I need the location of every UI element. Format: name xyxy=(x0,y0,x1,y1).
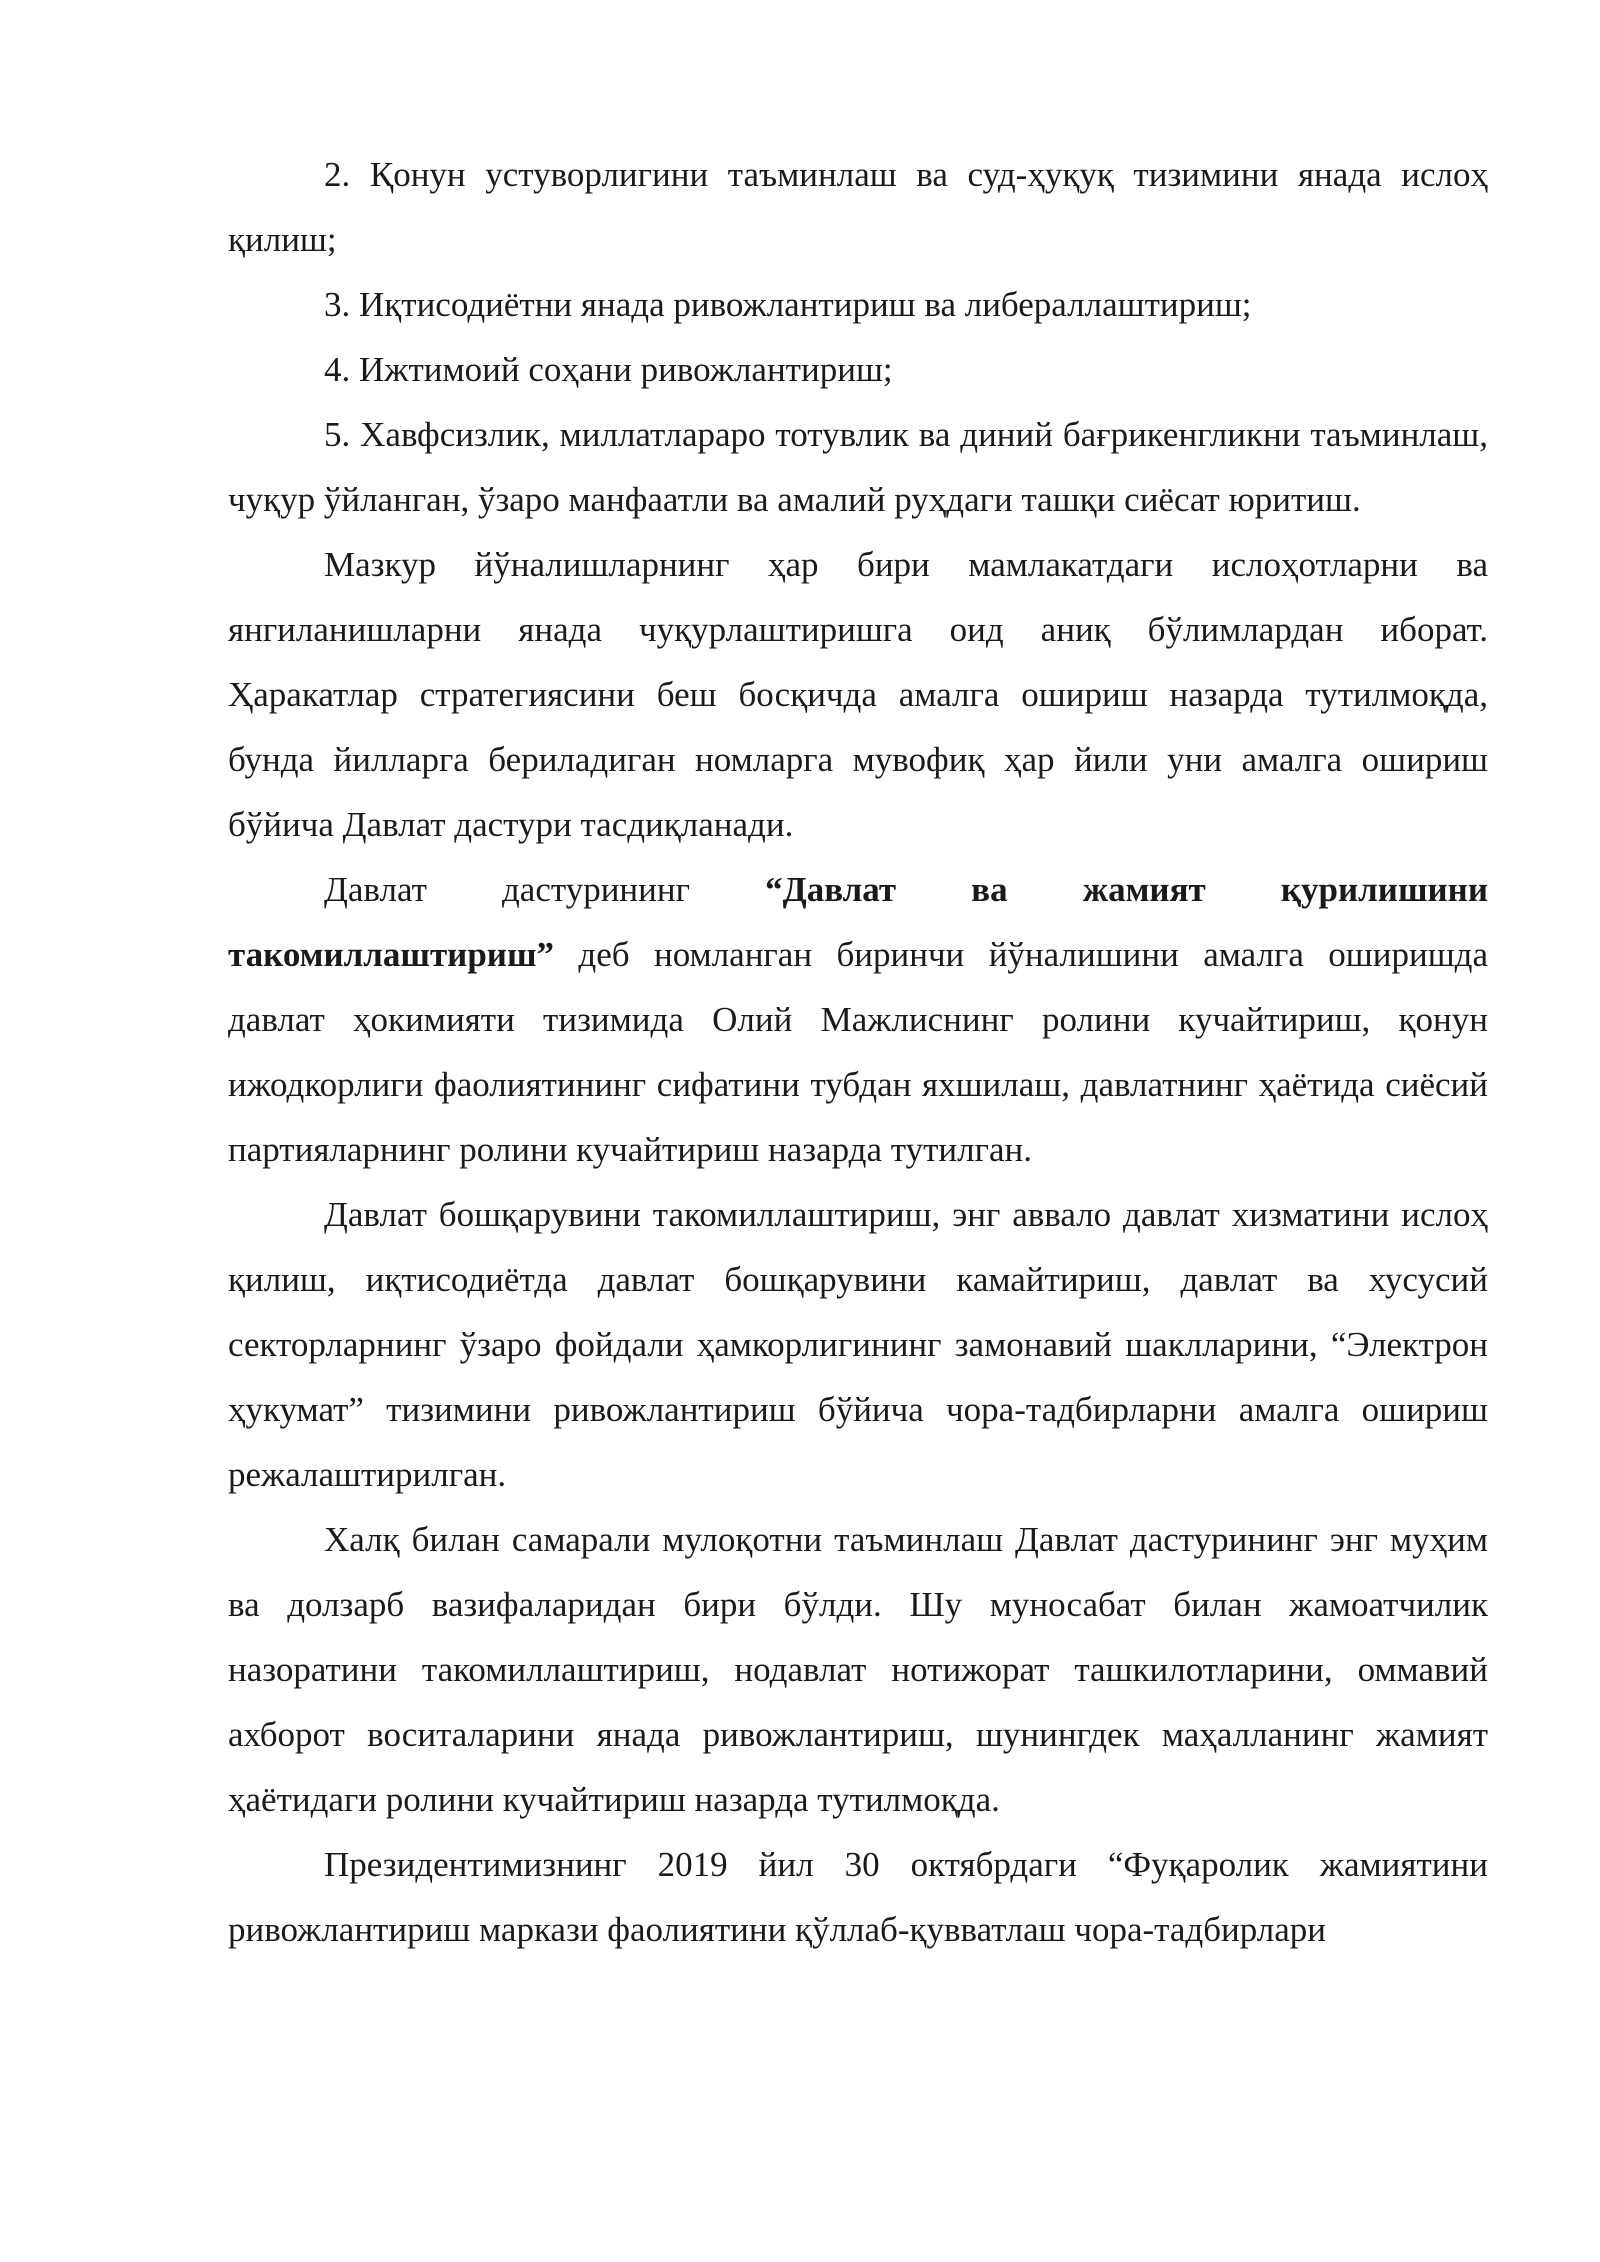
paragraph-rest-text: деб номланган биринчи йўналишини амалга оширишда давлат ҳокимияти тизимида Олий Мажлиснинг ролини кучайтириш, қонун ижодкорлиги фаолиятининг сифатини тубдан яхшилаш, давлатнинг ҳаётида сиёсий партияларнинг ролини кучайтириш назарда тутилган. xyxy=(228,935,1488,1169)
paragraph-dialogue: Халқ билан самарали мулоқотни таъминлаш Давлат дастурининг энг муҳим ва долзарб вазифаларидан бири бўлди. Шу муносабат билан жамоатчилик назоратини такомиллаштириш, нодавлат нотижорат ташкилотларини, оммавий ахборот воситаларини янада ривожлантириш, шунингдек маҳалланинг жамият ҳаётидаги ролини кучайтириш назарда тутилмоқда. xyxy=(228,1520,1488,1819)
paragraph-first-direction xyxy=(228,857,1488,1182)
paragraph-item-2: 2. Қонун устуворлигини таъминлаш ва суд-ҳуқуқ тизимини янада ислоҳ қилиш; xyxy=(228,155,1488,259)
paragraph-item-4: 4. Ижтимоий соҳани ривожлантириш; xyxy=(324,350,893,389)
bold-direction-title: “Давлат ва жамият қурилишини такомиллаштириш” xyxy=(228,870,1488,974)
paragraph-directions: Мазкур йўналишларнинг ҳар бири мамлакатдаги ислоҳотларни ва янгиланишларни янада чуқурлаштиришга оид аниқ бўлимлардан иборат. Ҳаракатлар стратегиясини беш босқичда амалга ошириш назарда тутилмоқда, бунда йилларга бериладиган номларга мувофиқ ҳар йили уни амалга ошириш бўйича Давлат дастури тасдиқланади. xyxy=(228,545,1488,844)
paragraph-lead-text: Давлат дастурининг xyxy=(324,870,766,909)
paragraph-item-3: 3. Иқтисодиётни янада ривожлантириш ва либераллаштириш; xyxy=(324,285,1252,324)
paragraph-item-5: 5. Хавфсизлик, миллатлараро тотувлик ва диний бағрикенгликни таъминлаш, чуқур ўйланган, ўзаро манфаатли ва амалий руҳдаги ташқи сиёсат юритиш. xyxy=(228,415,1488,519)
document-body xyxy=(228,142,1488,1962)
paragraph-president-decree: Президентимизнинг 2019 йил 30 октябрдаги “Фуқаролик жамиятини ривожлантириш маркази фаолиятини қўллаб-қувватлаш чора-тадбирлари xyxy=(228,1845,1488,1949)
paragraph-governance: Давлат бошқарувини такомиллаштириш, энг аввало давлат хизматини ислоҳ қилиш, иқтисодиётда давлат бошқарувини камайтириш, давлат ва хусусий секторларнинг ўзаро фойдали ҳамкорлигининг замонавий шаклларини, “Электрон ҳукумат” тизимини ривожлантириш бўйича чора-тадбирларни амалга ошириш режалаштирилган. xyxy=(228,1195,1488,1494)
